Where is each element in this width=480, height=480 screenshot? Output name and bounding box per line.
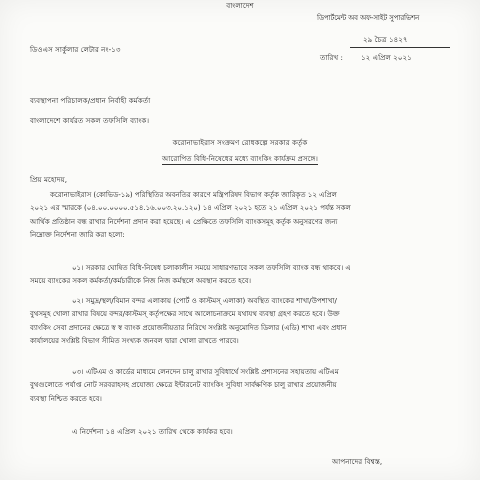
intro-line: নিম্নোক্ত নির্দেশনা জারি করা হলো: bbox=[30, 231, 125, 240]
intro-line: করোনাভাইরাস (কোভিড-১৯) পরিস্থিতির অবনতির কারণে মন্ত্রিপরিষদ বিভাগ কর্তৃক জারিকৃত ১২ এপ্রিল bbox=[50, 191, 337, 199]
recipient-line-2: বাংলাদেশে কার্যরত সকল তফসিলি ব্যাংক। bbox=[30, 116, 150, 125]
circular-number: ডিওএস সার্কুলার লেটার নং-১৩ bbox=[30, 45, 121, 54]
effective-date-note: এ নির্দেশনা ১৪ এপ্রিল ২০২১ তারিখ থেকে কার্যকর হবে। bbox=[72, 427, 233, 436]
date-divider bbox=[350, 47, 450, 48]
point-line: ০২। সমুদ্র/স্থল/বিমান বন্দর এলাকায় (পোর্ট ও কাস্টমস্ এলাকা) অবস্থিত ব্যাংকের শাখা/উপশাখা/ bbox=[72, 297, 337, 305]
point-line: ব্যবস্থা নিশ্চিত করতে হবে। bbox=[30, 394, 102, 403]
point-line: ব্যাংকিং সেবা প্রদানের ক্ষেত্রে স্ব স্ব ব্যাংক প্রয়োজনীয়তার নিরিখে সংশ্লিষ্ট অনুমোদিত ডিলার (এডি) শাখা এবং প্রধান bbox=[30, 323, 347, 332]
department-name: ডিপার্টমেন্ট অব অফ-সাইট সুপারভিশন bbox=[317, 14, 420, 22]
point-line: কার্যালয়ের সংশ্লিষ্ট বিভাগ সীমিত সংখ্যক জনবল দ্বারা খোলা রাখতে পারবে। bbox=[30, 337, 239, 346]
bangla-date: ২৯ চৈত্র ১৪২৭ bbox=[363, 35, 408, 44]
point-line: ০৩। এটিএম ও কার্ডের মাধ্যমে লেনদেন চালু রাখার সুবিধার্থে সংশ্লিষ্ট প্রশাসনের সহায়তায় এটিএম bbox=[72, 368, 339, 376]
intro-line: ২০২১ এর স্মারকে (০৪.০০.০০০০.৫১৪.১৬.০০৩.২০.১২০) ১৪ এপ্রিল ২০২১ হতে ২১ এপ্রিল ২০২১ পর্যন্ত সকল bbox=[30, 204, 351, 213]
intro-line: আর্থিক প্রতিষ্ঠান বন্ধ রাখার নির্দেশনা প্রদান করা হয়েছে। এ প্রেক্ষিতে তফসিলি ব্যাংকসমূহ কর্তৃক অনুসরণের জন্য bbox=[30, 217, 338, 226]
point-line: বুথগুলোতে পর্যাপ্ত নোট সরবরাহসহ প্রযোজ্য ক্ষেত্রে ইন্টারনেট ব্যাংকিং সুবিধা সার্বক্ষণিক চালু রাখার প্রয়োজনীয় bbox=[30, 381, 337, 390]
date-label: তারিখ : bbox=[320, 53, 343, 62]
point-3 bbox=[30, 366, 339, 406]
subject-line-2-wrap bbox=[0, 155, 480, 162]
subject-line-2: আরোপিত বিধি-নিষেধের মধ্যে ব্যাংকিং কার্যক্রম প্রসঙ্গে। bbox=[162, 154, 318, 163]
salutation: প্রিয় মহোদয়, bbox=[30, 175, 67, 184]
country-name: বাংলাদেশ bbox=[226, 1, 254, 10]
english-date: ১২ এপ্রিল ২০২১ bbox=[361, 53, 412, 62]
intro-paragraph bbox=[30, 189, 351, 243]
point-line: সময়ে ব্যাংকের সকল কর্মকর্তা/কর্মচারীকে নিজ নিজ কর্মস্থলে অবস্থান করতে হবে। bbox=[30, 277, 252, 286]
point-line: বুথসমূহ খোলা রাখার বিষয়ে বন্দর/কাস্টমস্ কর্তৃপক্ষের সাথে আলোচনাক্রমে যথাযথ ব্যবস্থা গ্রহণ করতে হবে। উক্ত bbox=[30, 310, 340, 319]
subject-line-1: করোনাভাইরাস সংক্রমণ রোধকল্পে সরকার কর্তৃক bbox=[172, 138, 308, 147]
recipient-line-1: ব্যবস্থাপনা পরিচালক/প্রধান নির্বাহী কর্মকর্তা bbox=[30, 96, 151, 105]
point-2 bbox=[30, 295, 347, 349]
point-1 bbox=[30, 262, 351, 289]
point-line: ০১। সরকার ঘোষিত বিধি-নিষেধ চলাকালীন সময়ে সাধারণভাবে সকল তফসিলি ব্যাংক বন্ধ থাকবে। এ bbox=[72, 264, 351, 272]
closing-line: আপনাদের বিশ্বস্ত, bbox=[332, 457, 383, 466]
